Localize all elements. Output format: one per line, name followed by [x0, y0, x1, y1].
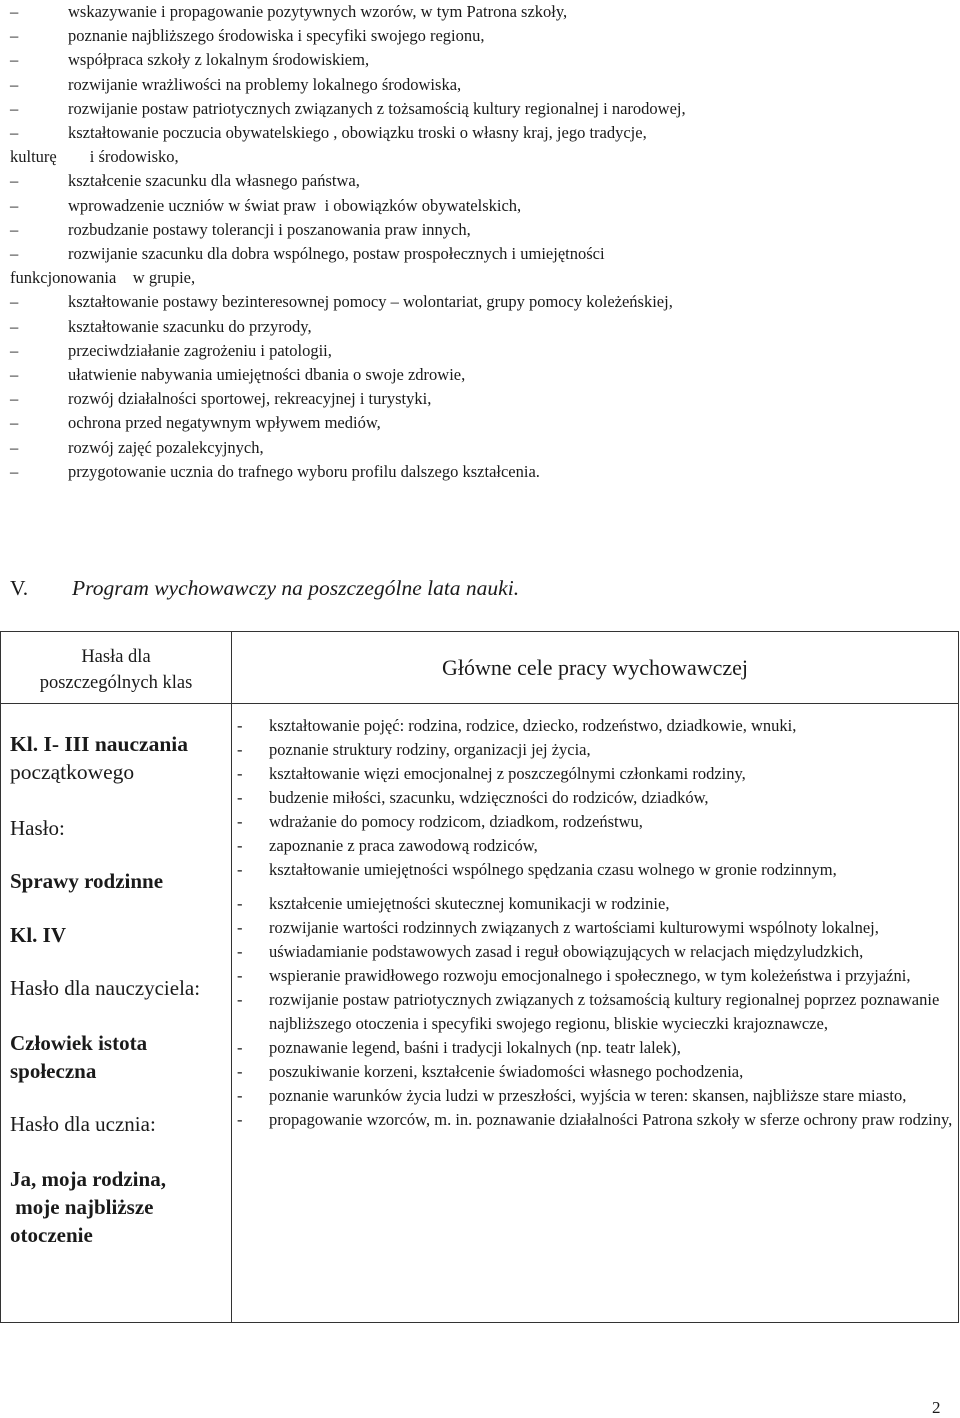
list-item-continuation: funkcjonowania w grupie, [10, 268, 196, 288]
class-label-4: Kl. IV [10, 923, 67, 947]
teacher-slogan-value-cont: społeczna [10, 1059, 97, 1083]
student-slogan-label: Hasło dla ucznia: [10, 1112, 156, 1136]
list-item: – kształtowanie szacunku do przyrody, [10, 316, 312, 336]
class-label-1-3: Kl. I- III nauczania [10, 732, 189, 756]
list-item: – rozwój działalności sportowej, rekreacyjnej i turystyki, [10, 389, 432, 409]
teacher-slogan-label: Hasło dla nauczyciela: [10, 976, 201, 1000]
goal-item: - kształtowanie umiejętności wspólnego spędzania czasu wolnego w gronie rodzinnym, [237, 860, 837, 879]
list-item: – wprowadzenie uczniów w świat praw i obowiązków obywatelskich, [10, 195, 522, 215]
list-item: – przeciwdziałanie zagrożeniu i patologii, [10, 340, 332, 360]
table-header-row [1, 632, 959, 704]
section-heading [10, 576, 519, 601]
list-item: – rozwijanie postaw patriotycznych związanych z tożsamością kultury regionalnej i narodowej, [10, 98, 686, 118]
objectives-list [10, 0, 950, 484]
goal-item: - poznanie warunków życia ludzi w przeszłości, wyjścia w teren: skansen, najbliższe stare miasto, [237, 1086, 907, 1105]
list-item: – kształtowanie poczucia obywatelskiego , obowiązku troski o własny kraj, jego tradycje, [10, 123, 647, 143]
list-item: – rozwijanie szacunku dla dobra wspólnego, postaw prospołecznych i umiejętności [10, 244, 605, 264]
student-slogan-value: Ja, moja rodzina, [10, 1167, 166, 1191]
goal-item: - zapoznanie z praca zawodową rodziców, [237, 836, 538, 855]
list-item: – rozwijanie wrażliwości na problemy lokalnego środowiska, [10, 74, 462, 94]
student-slogan-value-cont2: otoczenie [10, 1223, 93, 1247]
slogans-cell [1, 704, 232, 1323]
goal-item: - poznawanie legend, baśni i tradycji lokalnych (np. teatr lalek), [237, 1038, 681, 1057]
goal-item: - kształtowanie pojęć: rodzina, rodzice, dziecko, rodzeństwo, dziadkowie, wnuki, [237, 716, 797, 735]
goals-cell [232, 704, 959, 1323]
goal-item: - budzenie miłości, szacunku, wdzięczności do rodziców, dziadków, [237, 788, 709, 807]
list-item: – wskazywanie i propagowanie pozytywnych wzorów, w tym Patrona szkoły, [10, 2, 568, 21]
goal-item: - poszukiwanie korzeni, kształcenie świadomości własnego pochodzenia, [237, 1062, 744, 1081]
list-item: – ułatwienie nabywania umiejętności dbania o swoje zdrowie, [10, 365, 466, 385]
list-item: – współpraca szkoły z lokalnym środowiskiem, [10, 50, 370, 70]
haslo-value: Sprawy rodzinne [10, 869, 164, 893]
list-item: – rozbudzanie postawy tolerancji i poszanowania praw innych, [10, 219, 471, 239]
goal-item: - propagowanie wzorców, m. in. poznawanie działalności Patrona szkoły w sferze ochrony praw rodziny, [237, 1110, 953, 1129]
class-label-1-3-cont: początkowego [10, 760, 135, 784]
goal-item: - kształcenie umiejętności skutecznej komunikacji w rodzinie, [237, 894, 670, 913]
section-number: V. [10, 576, 29, 600]
goal-item: - kształtowanie więzi emocjonalnej z poszczególnymi członkami rodziny, [237, 764, 746, 783]
student-slogan-value-cont: moje najbliższe [10, 1195, 154, 1219]
list-item: – ochrona przed negatywnym wpływem mediów, [10, 413, 381, 433]
list-item-continuation: kulturę i środowisko, [10, 147, 179, 167]
list-item: – poznanie najbliższego środowiska i specyfiki swojego regionu, [10, 26, 485, 46]
table-row [1, 704, 959, 1323]
goal-item: - poznanie struktury rodziny, organizacji jej życia, [237, 740, 591, 759]
list-item: – przygotowanie ucznia do trafnego wyboru profilu dalszego kształcenia. [10, 461, 540, 481]
list-item: – kształcenie szacunku dla własnego państwa, [10, 171, 360, 191]
section-title: Program wychowawczy na poszczególne lata nauki. [72, 576, 520, 600]
goal-item: - wspieranie prawidłowego rozwoju emocjonalnego i społecznego, w tym koleżeństwa i przyjaźni, [237, 966, 911, 985]
column-header-goals: Główne cele pracy wychowawczej [232, 632, 959, 704]
teacher-slogan-value: Człowiek istota [10, 1031, 148, 1055]
program-table [0, 631, 959, 1323]
list-item: – kształtowanie postawy bezinteresownej pomocy – wolontariat, grupy pomocy koleżeńskiej, [10, 292, 673, 312]
goal-item: - uświadamianie podstawowych zasad i reguł obowiązujących w relacjach międzyludzkich, [237, 942, 864, 961]
goal-item: - rozwijanie postaw patriotycznych związanych z tożsamością kultury regionalnej poprzez poznawanie najbliższego otoczenia i specyfiki swojego regionu, bliskie wycieczki krajoznawcze, [237, 990, 940, 1033]
column-header-slogans: Hasła dla poszczególnych klas [1, 632, 232, 704]
haslo-label: Hasło: [10, 816, 65, 840]
page-number: 2 [932, 1398, 941, 1417]
list-item: – rozwój zajęć pozalekcyjnych, [10, 437, 264, 457]
goal-item: - rozwijanie wartości rodzinnych związanych z wartościami kulturowymi wspólnoty lokalnej, [237, 918, 879, 937]
goal-item: - wdrażanie do pomocy rodzicom, dziadkom, rodzeństwu, [237, 812, 643, 831]
